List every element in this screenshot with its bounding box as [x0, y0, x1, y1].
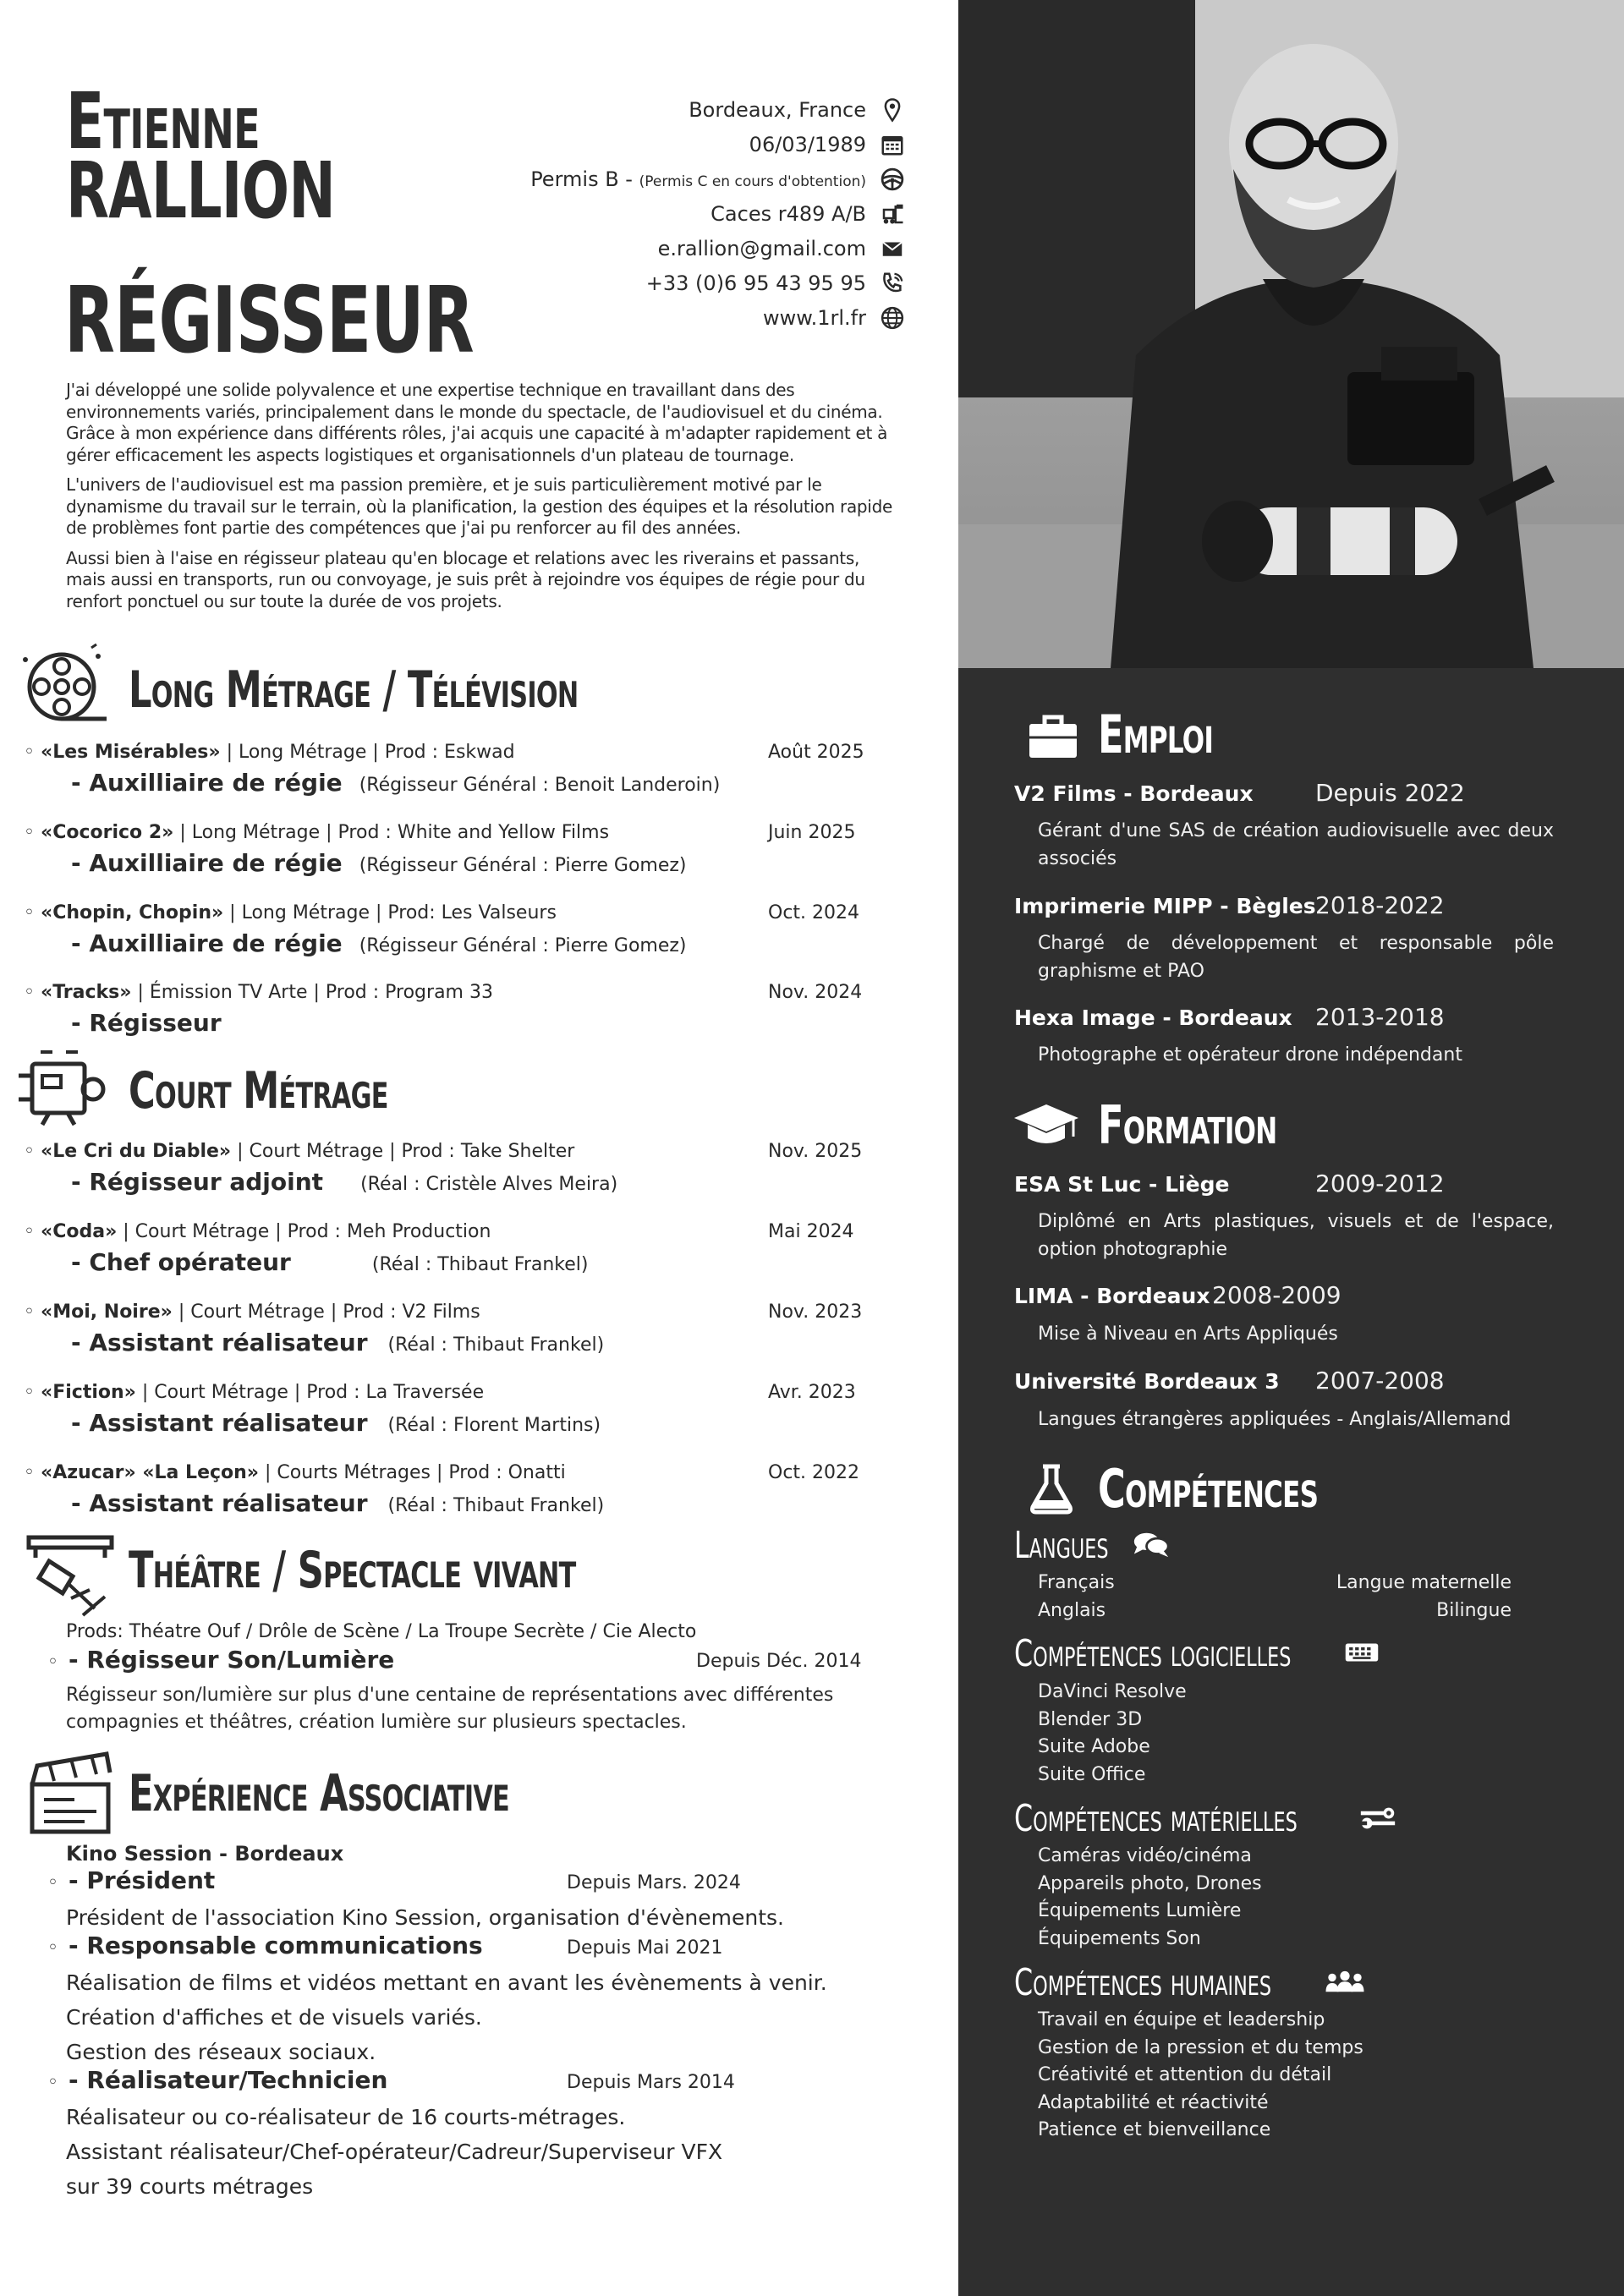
bullet-icon: ◦	[47, 1872, 58, 1893]
emploi-org: V2 Films - Bordeaux	[1014, 781, 1254, 806]
humaines-list	[1038, 2007, 1363, 2145]
list-item: Patience et bienveillance	[1038, 2119, 1271, 2140]
associative-org: Kino Session - Bordeaux	[66, 1842, 344, 1866]
contact-location: Bordeaux, France	[689, 95, 905, 125]
last-name: RALLION	[66, 145, 336, 236]
materielles-title: Compétences matérielles	[1014, 1797, 1298, 1840]
bullet-icon: ◦	[47, 1937, 58, 1959]
list-item: Gestion de la pression et du temps	[1038, 2036, 1363, 2058]
formation-org: Université Bordeaux 3	[1014, 1369, 1280, 1394]
associative-role-date: Depuis Mars. 2024	[567, 1872, 741, 1893]
langue-name: Anglais	[1038, 1599, 1106, 1621]
formation-date: 2007-2008	[1315, 1367, 1445, 1395]
stage-spotlight-icon	[24, 1527, 117, 1620]
long-metrage-entry: ◦ «Cocorico 2» | Long Métrage | Prod : White and Yellow Films Juin 2025 - Auxilliaire de régie (Régisseur Général : Pierre Gomez)	[41, 819, 870, 883]
list-item: Suite Adobe	[1038, 1736, 1150, 1757]
associative-role-description: Réalisation de films et vidéos mettant en avant les évènements à venir. Création d'affiches et de visuels variés. Gestion des réseaux sociaux.	[66, 1970, 827, 2064]
section-title-theatre: Théâtre / Spectacle vivant	[129, 1541, 576, 1600]
graduation-cap-icon	[1011, 1098, 1082, 1152]
intro-paragraph: L'univers de l'audiovisuel est ma passion première, et je suis particulièrement motivé par le dynamisme du travail sur le terrain, où la planification, la gestion des équipes et la résolution rapide de problèmes font partie des compétences que j'ai pu renforcer au fil des années.	[66, 474, 892, 538]
calendar-icon	[880, 132, 905, 157]
formation-description: Langues étrangères appliquées - Anglais/Allemand	[1038, 1409, 1512, 1430]
section-title-competences: Compétences	[1098, 1458, 1319, 1520]
associative-role-date: Depuis Mars 2014	[567, 2072, 735, 2093]
bullet-icon: ◦	[24, 982, 35, 1003]
langue-level: Langue maternelle	[1336, 1572, 1512, 1593]
keyboard-icon	[1344, 1641, 1380, 1664]
list-item: Suite Office	[1038, 1763, 1146, 1785]
steering-wheel-icon	[880, 167, 905, 192]
formation-date: 2009-2012	[1315, 1170, 1445, 1197]
theatre-prods: Prods: Théatre Ouf / Drôle de Scène / La Troupe Secrète / Cie Alecto	[66, 1621, 697, 1642]
emploi-org: Hexa Image - Bordeaux	[1014, 1006, 1292, 1030]
associative-role-description: Président de l'association Kino Session, organisation d'évènements.	[66, 1905, 784, 1930]
logicielles-list	[1038, 1679, 1187, 1789]
section-title-court-metrage: Court Métrage	[129, 1061, 388, 1121]
formation-date: 2008-2009	[1212, 1281, 1341, 1309]
associative-role: ◦ - Président	[47, 1866, 216, 1894]
formation-description: Diplômé en Arts plastiques, visuels et de l'espace, option photographie	[1038, 1211, 1554, 1260]
phone-icon	[880, 271, 905, 296]
video-camera-icon	[15, 1047, 108, 1140]
contact-email[interactable]: e.rallion@gmail.com	[658, 233, 905, 264]
bullet-icon: ◦	[24, 1382, 35, 1403]
list-item: DaVinci Resolve	[1038, 1681, 1187, 1702]
logicielles-title: Compétences logicielles	[1014, 1632, 1292, 1675]
list-item: Équipements Son	[1038, 1927, 1201, 1949]
briefcase-icon	[1026, 709, 1080, 763]
court-metrage-entry: ◦ «Moi, Noire» | Court Métrage | Prod : V2 Films Nov. 2023 - Assistant réalisateur (Réal : Thibaut Frankel)	[41, 1299, 870, 1362]
long-metrage-entry: ◦ «Tracks» | Émission TV Arte | Prod : Program 33 Nov. 2024 - Régisseur	[41, 979, 870, 1040]
materielles-list	[1038, 1843, 1262, 1953]
profile-photo-illustration	[958, 0, 1624, 668]
langues-title: Langues	[1014, 1524, 1109, 1567]
intro-text	[66, 380, 901, 621]
bullet-icon: ◦	[24, 1301, 35, 1323]
langues-list	[1038, 1570, 1512, 1625]
emploi-description: Gérant d'une SAS de création audiovisuelle avec deux associés	[1038, 820, 1554, 869]
list-item: Créativité et attention du détail	[1038, 2064, 1332, 2085]
globe-icon	[880, 305, 905, 331]
intro-paragraph: Aussi bien à l'aise en régisseur plateau qu'en blocage et relations avec les riverains et passants, mais aussi en transports, run ou convoyage, je suis prêt à rejoindre vos équipes de régie pour du renfort ponctuel ou sur toute la durée de vos projets.	[66, 547, 865, 611]
envelope-icon	[880, 236, 905, 261]
emploi-org: Imprimerie MIPP - Bègles	[1014, 894, 1316, 918]
first-name: Etienne	[66, 76, 260, 167]
formation-org: ESA St Luc - Liège	[1014, 1172, 1230, 1197]
film-reel-icon	[15, 643, 108, 736]
emploi-description: Chargé de développement et responsable pôle graphisme et PAO	[1038, 933, 1554, 982]
long-metrage-entry: ◦ «Les Misérables» | Long Métrage | Prod : Eskwad Août 2025 - Auxilliaire de régie (Régisseur Général : Benoit Landeroin)	[41, 739, 870, 803]
court-metrage-entry: ◦ «Le Cri du Diable» | Court Métrage | Prod : Take Shelter Nov. 2025 - Régisseur adjoint (Réal : Cristèle Alves Meira)	[41, 1138, 870, 1202]
theatre-role: ◦ - Régisseur Son/Lumière	[47, 1646, 395, 1674]
humaines-title: Compétences humaines	[1014, 1961, 1272, 2004]
list-item: Travail en équipe et leadership	[1038, 2009, 1325, 2030]
contact-birthdate: 06/03/1989	[749, 129, 905, 160]
bullet-icon: ◦	[24, 742, 35, 763]
associative-role-date: Depuis Mai 2021	[567, 1937, 723, 1959]
bullet-icon: ◦	[24, 822, 35, 843]
list-item: Adaptabilité et réactivité	[1038, 2091, 1269, 2113]
emploi-description: Photographe et opérateur drone indépendant	[1038, 1044, 1462, 1066]
associative-role: ◦ - Responsable communications	[47, 1932, 483, 1959]
theatre-date: Depuis Déc. 2014	[696, 1651, 862, 1672]
theatre-description: Régisseur son/lumière sur plus d'une centaine de représentations avec différentes compagnies et théâtres, création lumière sur plusieurs spectacles.	[66, 1685, 834, 1733]
bullet-icon: ◦	[24, 1141, 35, 1162]
court-metrage-entry: ◦ «Fiction» | Court Métrage | Prod : La Traversée Avr. 2023 - Assistant réalisateur (Réal : Florent Martins)	[41, 1379, 870, 1443]
list-item: Appareils photo, Drones	[1038, 1872, 1262, 1894]
associative-role: ◦ - Réalisateur/Technicien	[47, 2066, 388, 2094]
court-metrage-entry: ◦ «Coda» | Court Métrage | Prod : Meh Production Mai 2024 - Chef opérateur (Réal : Thibaut Frankel)	[41, 1219, 870, 1282]
section-title-emploi: Emploi	[1098, 704, 1214, 765]
contact-block	[423, 95, 905, 348]
flask-icon	[1024, 1461, 1078, 1515]
associative-role-description: Réalisateur ou co-réalisateur de 16 courts-métrages. Assistant réalisateur/Chef-opérateur/Cadreur/Superviseur VFX sur 39 courts métrages	[66, 2105, 723, 2199]
list-item: Équipements Lumière	[1038, 1900, 1242, 1921]
emploi-date: Depuis 2022	[1315, 779, 1465, 807]
formation-description: Mise à Niveau en Arts Appliqués	[1038, 1323, 1338, 1345]
contact-caces: Caces r489 A/B	[710, 199, 905, 229]
forklift-icon	[880, 201, 905, 227]
tools-icon	[1359, 1806, 1396, 1831]
speech-bubbles-icon	[1133, 1531, 1170, 1559]
bullet-icon: ◦	[47, 2072, 58, 2093]
formation-org: LIMA - Bordeaux	[1014, 1284, 1210, 1308]
job-title: RÉGISSEUR	[64, 268, 474, 374]
court-metrage-entry: ◦ «Azucar» «La Leçon» | Courts Métrages | Prod : Onatti Oct. 2022 - Assistant réalisateur (Réal : Thibaut Frankel)	[41, 1460, 870, 1523]
langue-level: Bilingue	[1436, 1599, 1512, 1621]
bullet-icon: ◦	[24, 902, 35, 923]
emploi-date: 2013-2018	[1315, 1003, 1445, 1031]
contact-website[interactable]: www.1rl.fr	[763, 303, 905, 333]
people-group-icon	[1324, 1970, 1366, 1995]
location-pin-icon	[880, 97, 905, 123]
section-title-associative: Expérience Associative	[129, 1764, 509, 1823]
right-column	[958, 0, 1624, 2296]
section-title-formation: Formation	[1098, 1094, 1277, 1156]
section-title-long-metrage: Long Métrage / Télévision	[129, 660, 579, 720]
emploi-date: 2018-2022	[1315, 891, 1445, 919]
list-item: Blender 3D	[1038, 1708, 1143, 1730]
long-metrage-entry: ◦ «Chopin, Chopin» | Long Métrage | Prod: Les Valseurs Oct. 2024 - Auxilliaire de régie (Régisseur Général : Pierre Gomez)	[41, 900, 870, 963]
bullet-icon: ◦	[24, 1221, 35, 1242]
contact-phone[interactable]: +33 (0)6 95 43 95 95	[646, 268, 905, 299]
bullet-icon: ◦	[47, 1652, 58, 1673]
bullet-icon: ◦	[24, 1462, 35, 1483]
clapperboard-icon	[24, 1751, 117, 1844]
profile-photo	[958, 0, 1624, 668]
langue-name: Français	[1038, 1572, 1115, 1593]
intro-paragraph: J'ai développé une solide polyvalence et une expertise technique en travaillant dans des environnements variés, principalement dans le monde du spectacle, de l'audiovisuel et du cinéma. Grâce à mon expérience dans différents rôles, j'ai acquis une capacité à m'adapter rapidement et à gérer efficacement les aspects logistiques et organisationnels d'un plateau de tournage.	[66, 380, 888, 465]
list-item: Caméras vidéo/cinéma	[1038, 1845, 1252, 1866]
contact-license: Permis B - (Permis C en cours d'obtention)	[530, 164, 905, 195]
